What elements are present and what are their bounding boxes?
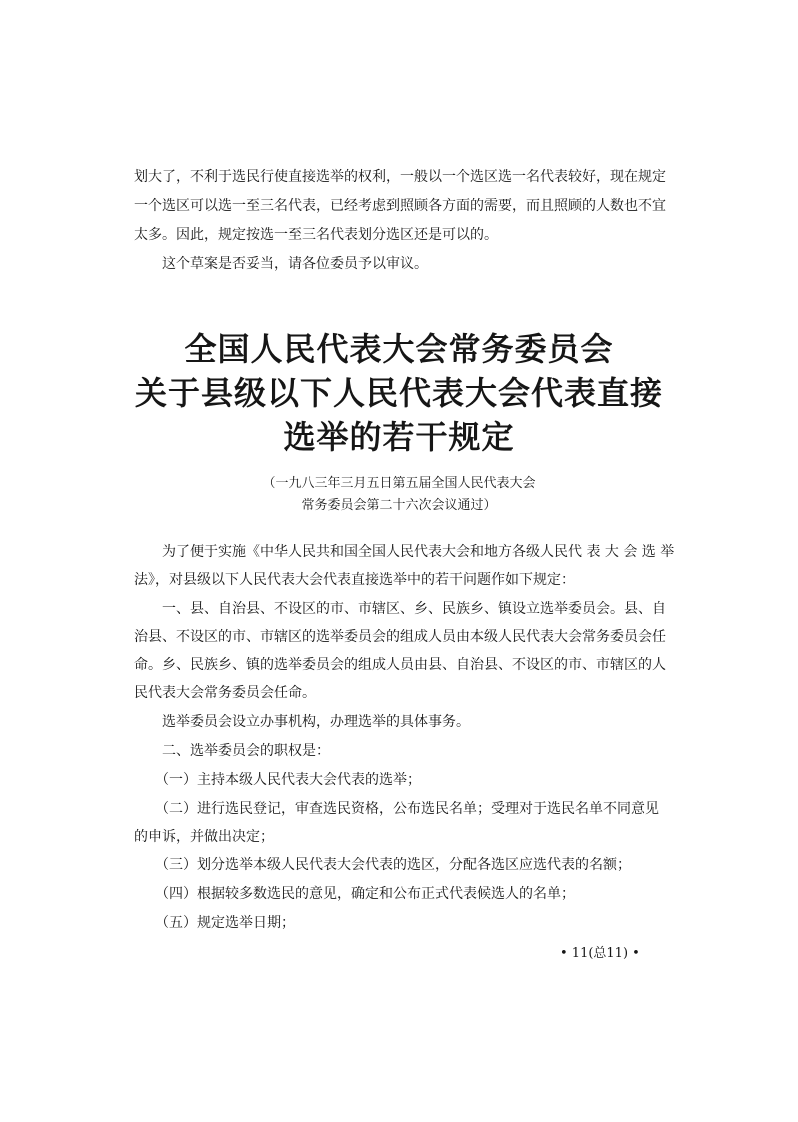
page-number: • 11(总11) • [560, 946, 640, 961]
body-line-14: （五）规定选举日期； [134, 915, 295, 931]
body-line-3: 一、县、自治县、不设区的市、市辖区、乡、民族乡、镇设立选举委员会。县、自 [134, 601, 666, 617]
body-line-2: 法》，对县级以下人民代表大会代表直接选举中的若干问题作如下规定： [134, 572, 575, 588]
body-line-11: 的申诉，并做出决定； [134, 829, 274, 845]
body-line-6: 民代表大会常务委员会任命。 [134, 685, 316, 701]
intro-line-4: 这个草案是否妥当，请各位委员予以审议。 [134, 256, 428, 272]
body-line-8: 二、选举委员会的职权是： [134, 743, 330, 759]
title-line-1: 全国人民代表大会常务委员会 [184, 330, 614, 368]
intro-line-2: 一个选区可以选一至三名代表，已经考虑到照顾各方面的需要，而且照顾的人数也不宜 [134, 198, 666, 214]
adoption-note-line-1: （一九八三年三月五日第五届全国人民代表大会 [262, 476, 536, 491]
title-line-3: 选举的若干规定 [283, 418, 515, 456]
body-line-5: 命。乡、民族乡、镇的选举委员会的组成人员由县、自治县、不设区的市、市辖区的人 [134, 657, 666, 673]
body-line-1: 为了便于实施《中华人民共和国全国人民代表大会和地方各级人民代 表 大 会 选 举 [134, 544, 675, 560]
title-line-2: 关于县级以下人民代表大会代表直接 [134, 374, 663, 412]
adoption-note-line-2: 常务委员会第二十六次会议通过） [301, 498, 497, 513]
intro-line-1: 划大了，不利于选民行使直接选举的权利，一般以一个选区选一名代表较好，现在规定 [134, 169, 666, 185]
body-line-7: 选举委员会设立办事机构，办理选举的具体事务。 [134, 714, 470, 730]
body-line-12: （三）划分选举本级人民代表大会代表的选区，分配各选区应选代表的名额； [134, 857, 631, 873]
body-line-10: （二）进行选民登记，审查选民资格，公布选民名单；受理对于选民名单不同意见 [134, 801, 659, 817]
intro-line-3: 太多。因此，规定按选一至三名代表划分选区还是可以的。 [134, 227, 498, 243]
body-line-9: （一）主持本级人民代表大会代表的选举； [134, 772, 421, 788]
body-line-13: （四）根据较多数选民的意见，确定和公布正式代表候选人的名单； [134, 886, 575, 902]
body-line-4: 治县、不设区的市、市辖区的选举委员会的组成人员由本级人民代表大会常务委员会任 [134, 629, 666, 645]
